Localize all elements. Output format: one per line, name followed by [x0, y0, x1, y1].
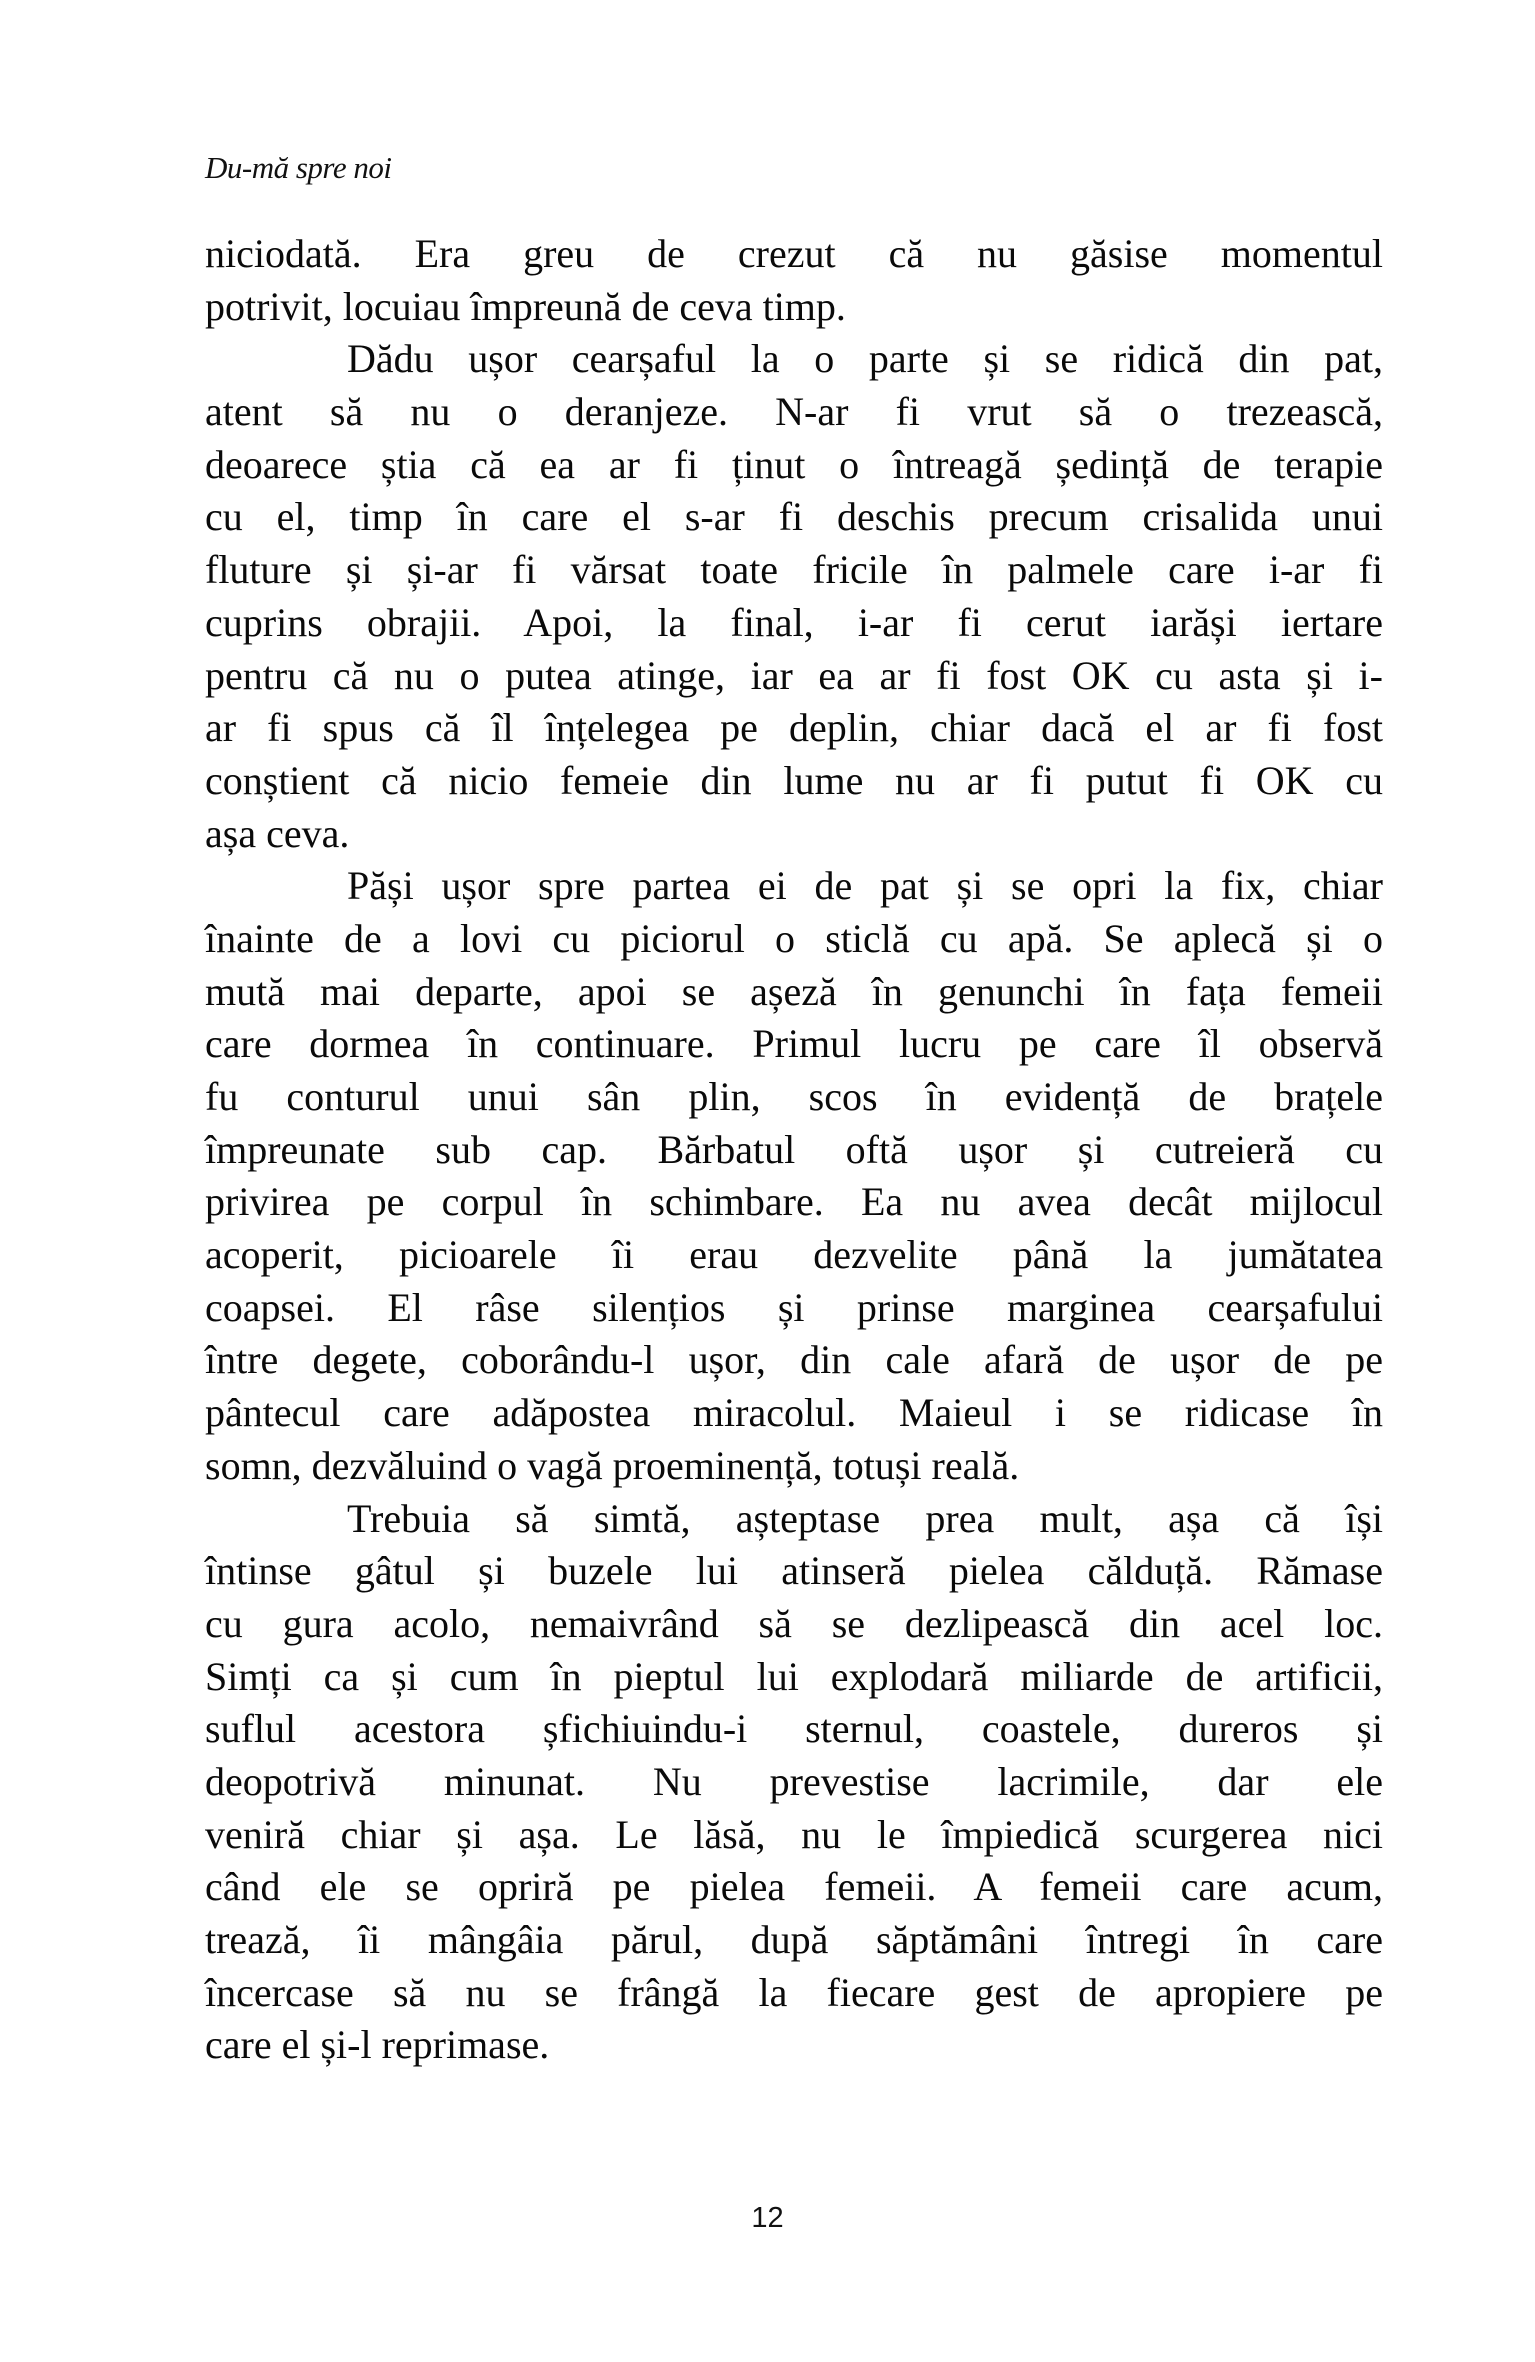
running-header: Du-mă spre noi [205, 150, 392, 185]
text-line: conștient că nicio femeie din lume nu ar fi putut fi OK cu [205, 757, 1383, 803]
text-line: când ele se opriră pe pielea femeii. A femeii care acum, [205, 1864, 1383, 1910]
text-line: care el și-l reprimase. [205, 2022, 550, 2068]
text-line: somn, dezvăluind o vagă proeminență, totuși reală. [205, 1442, 1020, 1488]
text-line: fu conturul unui sân plin, scos în evidență de brațele [205, 1074, 1383, 1119]
text-line: cuprins obrajii. Apoi, la final, i-ar fi cerut iarăși iertare [205, 599, 1383, 645]
text-line: încercase să nu se frângă la fiecare gest de apropiere pe [205, 1969, 1383, 2015]
text-line: Simți ca și cum în pieptul lui explodară miliarde de artificii, [205, 1653, 1383, 1699]
paragraph [205, 228, 1383, 333]
text-line: mută mai departe, apoi se așeză în genunchi în fața femeii [205, 968, 1383, 1014]
text-line: potrivit, locuiau împreună de ceva timp. [205, 283, 846, 329]
text-line: fluture și și-ar fi vărsat toate fricile în palmele care i-ar fi [205, 547, 1383, 593]
text-line: care dormea în continuare. Primul lucru pe care îl observă [205, 1021, 1383, 1067]
text-line: ar fi spus că îl înțelegea pe deplin, chiar dacă el ar fi fost [205, 705, 1383, 751]
text-line: trează, îi mângâia părul, după săptămâni întregi în care [205, 1917, 1383, 1962]
text-line: deopotrivă minunat. Nu prevestise lacrimile, dar ele [205, 1758, 1383, 1804]
paragraph [205, 1493, 1383, 2073]
text-line: Păși ușor spre partea ei de pat și se opri la fix, chiar [347, 863, 1383, 909]
text-line: cu gura acolo, nemaivrând să se dezlipească din acel loc. [205, 1600, 1383, 1646]
text-line: veniră chiar și așa. Le lăsă, nu le împiedică scurgerea nici [205, 1811, 1383, 1857]
text-line: Dădu ușor cearșaful la o parte și se ridică din pat, [347, 336, 1383, 382]
text-line: niciodată. Era greu de crezut că nu găsise momentul [205, 231, 1383, 276]
paragraph [205, 333, 1383, 860]
text-line: coapsei. El râse silențios și prinse marginea cearșafului [205, 1284, 1383, 1330]
text-line: atent să nu o deranjeze. N-ar fi vrut să o trezească, [205, 389, 1383, 435]
text-line: Trebuia să simtă, așteptase prea mult, așa că își [347, 1495, 1383, 1541]
text-line: întinse gâtul și buzele lui atinseră pielea călduță. Rămase [205, 1548, 1383, 1594]
text-line: cu el, timp în care el s-ar fi deschis precum crisalida unui [205, 494, 1383, 540]
text-line: împreunate sub cap. Bărbatul oftă ușor și cutreieră cu [205, 1126, 1383, 1172]
text-line: acoperit, picioarele îi erau dezvelite până la jumătatea [205, 1232, 1383, 1278]
text-line: pântecul care adăpostea miracolul. Maieul i se ridicase în [205, 1390, 1383, 1436]
text-line: între degete, coborându-l ușor, din cale afară de ușor de pe [205, 1337, 1383, 1383]
paragraph [205, 860, 1383, 1492]
text-line: suflul acestora șfichiuindu-i sternul, coastele, dureros și [205, 1706, 1383, 1752]
body-text [205, 228, 1383, 2072]
text-line: înainte de a lovi cu piciorul o sticlă cu apă. Se aplecă și o [205, 915, 1383, 961]
text-line: așa ceva. [205, 810, 350, 856]
text-line: pentru că nu o putea atinge, iar ea ar fi fost OK cu asta și i- [205, 652, 1383, 698]
page-number: 12 [751, 2202, 784, 2234]
text-line: deoarece știa că ea ar fi ținut o întreagă ședință de terapie [205, 441, 1383, 487]
text-line: privirea pe corpul în schimbare. Ea nu avea decât mijlocul [205, 1179, 1383, 1225]
